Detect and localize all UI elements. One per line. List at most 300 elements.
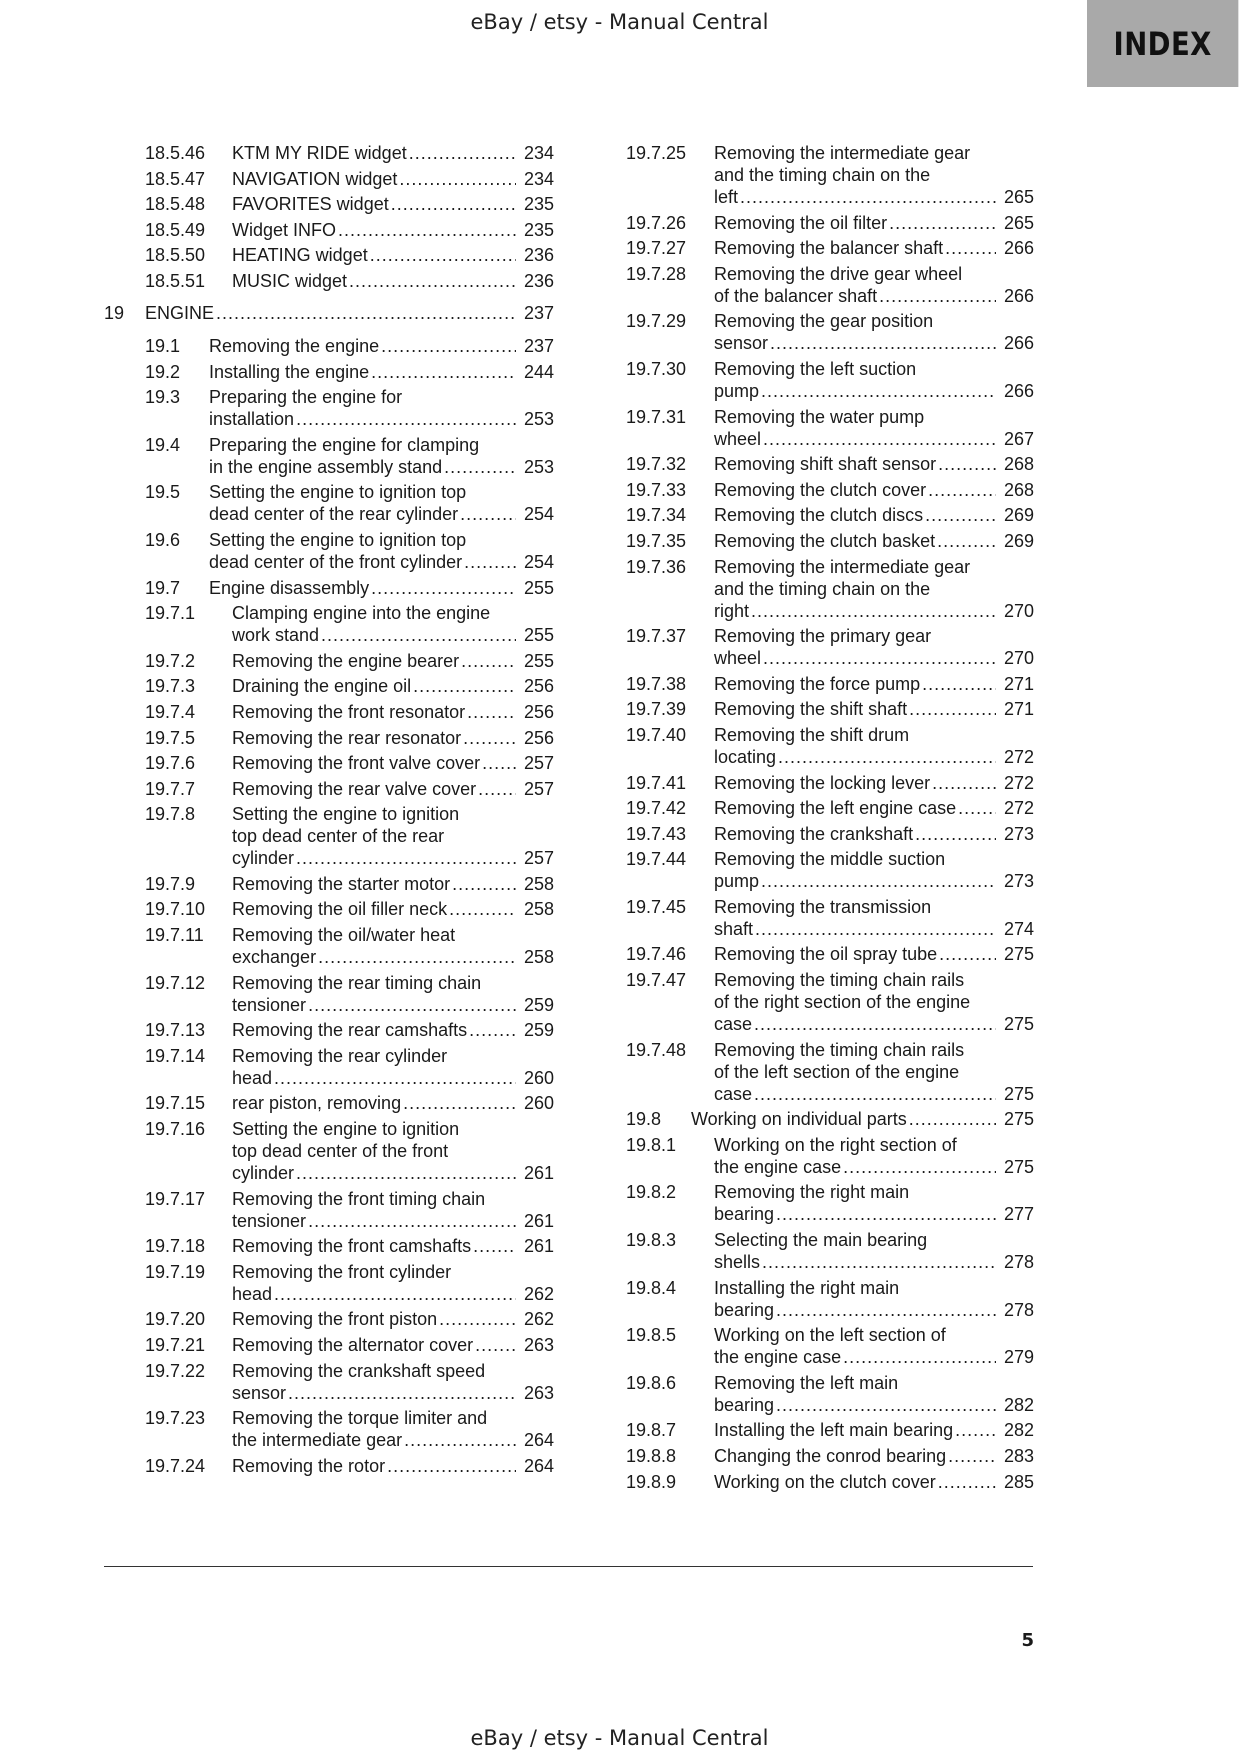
- toc-entry-title: case: [714, 1014, 753, 1035]
- toc-entry-title: bearing: [714, 1394, 775, 1415]
- toc-entry[interactable]: [104, 778, 554, 800]
- toc-entry-title: work stand: [232, 625, 320, 646]
- toc-entry-title: Working on the clutch cover: [714, 1471, 936, 1492]
- toc-entry[interactable]: [626, 673, 1034, 695]
- dot-leader: [371, 361, 516, 383]
- toc-entry-title: Changing the conrod bearing: [714, 1446, 947, 1466]
- toc-entry-title: exchanger: [232, 947, 317, 968]
- toc-entry-page: 254: [523, 504, 554, 525]
- toc-entry[interactable]: [626, 479, 1034, 501]
- toc-entry-number: 19.7.7: [145, 778, 196, 799]
- toc-entry-page: 263: [523, 1382, 554, 1403]
- toc-entry-title: Removing shift shaft sensor: [714, 454, 937, 475]
- toc-entry[interactable]: [104, 803, 554, 869]
- dot-leader: [482, 752, 516, 774]
- toc-entry-title: FAVORITES widget: [232, 194, 389, 215]
- dot-leader: [404, 1429, 516, 1451]
- toc-entry-page: 256: [523, 701, 554, 722]
- toc-entry[interactable]: [104, 1261, 554, 1305]
- toc-entry-number: 19.7.10: [145, 899, 206, 920]
- toc-entry-page: 273: [1003, 871, 1034, 892]
- dot-leader: [776, 1203, 996, 1225]
- toc-entry-page: 275: [1003, 944, 1034, 965]
- toc-entry-title: NAVIGATION widget: [232, 168, 398, 189]
- toc-entry-title-line: Removing the water pump: [714, 406, 925, 427]
- dot-leader: [274, 1283, 516, 1305]
- toc-entry-number: 19.7.14: [145, 1045, 206, 1066]
- dot-leader: [740, 186, 996, 208]
- toc-entry-page: 258: [523, 873, 554, 894]
- toc-entry-number: 19.6: [145, 529, 181, 550]
- toc-entry-title: cylinder: [232, 1163, 295, 1184]
- toc-entry-number: 19.8.8: [626, 1446, 677, 1466]
- toc-entry[interactable]: [104, 752, 554, 774]
- toc-entry-title: Removing the front valve cover: [232, 753, 481, 774]
- dot-leader: [755, 918, 996, 940]
- toc-entry-title: shaft: [714, 918, 754, 939]
- toc-entry[interactable]: [104, 1308, 554, 1330]
- toc-entry[interactable]: [104, 361, 554, 383]
- toc-entry-number: 19.7.21: [145, 1335, 206, 1355]
- toc-entry-title: Removing the rear resonator: [232, 727, 462, 748]
- toc-entry-page: 255: [523, 577, 554, 598]
- toc-entry-page: 266: [1003, 380, 1034, 401]
- toc-entry-title: HEATING widget: [232, 245, 368, 266]
- toc-entry-number: 19.7.28: [626, 263, 687, 284]
- toc-entry-title-line: Removing the gear position: [714, 311, 934, 332]
- toc-entry[interactable]: [626, 797, 1034, 819]
- toc-entry[interactable]: [626, 530, 1034, 552]
- toc-entry-number: 18.5.51: [145, 270, 206, 291]
- toc-entry-title: Removing the shift shaft: [714, 699, 908, 720]
- toc-entry[interactable]: [104, 302, 554, 324]
- toc-entry-number: 19.7.30: [626, 358, 687, 379]
- toc-entry[interactable]: [104, 727, 554, 749]
- toc-entry-number: 19.7.31: [626, 406, 687, 427]
- dot-leader: [915, 823, 996, 845]
- toc-entry[interactable]: [626, 1277, 1034, 1321]
- toc-entry-number: 19.7.2: [145, 650, 196, 671]
- toc-entry-title: Widget INFO: [232, 219, 337, 240]
- toc-entry-title: Draining the engine oil: [232, 676, 412, 697]
- toc-entry-number: 19.7.36: [626, 556, 687, 577]
- dot-leader: [338, 219, 516, 241]
- toc-entry[interactable]: [104, 1019, 554, 1041]
- toc-entry-title: of the balancer shaft: [714, 285, 878, 306]
- toc-entry-title: Removing the clutch cover: [714, 479, 927, 500]
- toc-entry[interactable]: [104, 219, 554, 241]
- dot-leader: [274, 1067, 516, 1089]
- toc-entry[interactable]: [626, 625, 1034, 669]
- toc-entry[interactable]: [626, 1134, 1034, 1178]
- toc-entry[interactable]: [104, 1334, 554, 1356]
- toc-entry[interactable]: [104, 1360, 554, 1404]
- toc-entry-title: ENGINE: [145, 302, 215, 323]
- toc-entry-title: Installing the left main bearing: [714, 1420, 954, 1441]
- dot-leader: [288, 1382, 516, 1404]
- toc-entry-title: cylinder: [232, 848, 295, 869]
- dot-leader: [371, 577, 516, 599]
- toc-entry-number: 19.3: [145, 387, 181, 408]
- toc-entry[interactable]: [104, 602, 554, 646]
- toc-entry[interactable]: [626, 310, 1034, 354]
- toc-entry-page: 253: [523, 456, 554, 477]
- toc-entry-number: 19.7.38: [626, 673, 687, 694]
- dot-leader: [391, 193, 516, 215]
- toc-entry[interactable]: [104, 1118, 554, 1184]
- toc-entry-title-line: top dead center of the front: [232, 1141, 449, 1162]
- dot-leader: [318, 946, 516, 968]
- toc-entry-page: 262: [523, 1283, 554, 1304]
- toc-entry-page: 273: [1003, 823, 1034, 844]
- toc-entry[interactable]: [104, 529, 554, 573]
- toc-entry-number: 18.5.47: [145, 168, 206, 189]
- toc-entry-title: installation: [209, 409, 295, 430]
- dot-leader: [475, 1334, 516, 1356]
- toc-entry[interactable]: [104, 335, 554, 357]
- toc-entry-title: in the engine assembly stand: [209, 456, 443, 477]
- toc-entry[interactable]: [626, 1108, 1034, 1130]
- toc-entry-page: 269: [1003, 530, 1034, 551]
- dot-leader: [778, 746, 996, 768]
- toc-entry-page: 259: [523, 1020, 554, 1041]
- toc-entry-page: 272: [1003, 798, 1034, 819]
- toc-entry-page: 272: [1003, 746, 1034, 767]
- toc-entry[interactable]: [104, 873, 554, 895]
- toc-entry-number: 19.8.7: [626, 1420, 677, 1441]
- toc-entry-title-line: Setting the engine to ignition top: [209, 529, 467, 550]
- toc-entry-number: 19.1: [145, 335, 181, 356]
- toc-entry[interactable]: [104, 481, 554, 525]
- toc-entry-number: 19.7.34: [626, 505, 687, 526]
- toc-entry-title-line: Working on the right section of: [714, 1134, 957, 1155]
- toc-entry-page: 275: [1003, 1156, 1034, 1177]
- dot-leader: [770, 332, 996, 354]
- toc-entry-number: 19.7.39: [626, 699, 687, 720]
- toc-entry[interactable]: [626, 772, 1034, 794]
- toc-entry[interactable]: [626, 969, 1034, 1035]
- dot-leader: [403, 1092, 516, 1114]
- toc-entry-title-line: Installing the right main: [714, 1277, 900, 1298]
- toc-entry-page: 261: [523, 1236, 554, 1257]
- dot-leader: [308, 1210, 516, 1232]
- dot-leader: [469, 1019, 516, 1041]
- toc-entry-page: 266: [1003, 285, 1034, 306]
- toc-entry[interactable]: [626, 212, 1034, 234]
- toc-entry-page: 263: [523, 1335, 554, 1355]
- toc-entry[interactable]: [626, 724, 1034, 768]
- toc-entry-number: 19.7.29: [626, 311, 687, 332]
- dot-leader: [464, 551, 516, 573]
- toc-entry-title: wheel: [714, 428, 762, 449]
- dot-leader: [460, 503, 516, 525]
- toc-entry[interactable]: [104, 1235, 554, 1257]
- toc-entry[interactable]: [104, 193, 554, 215]
- toc-entry[interactable]: [626, 1445, 1034, 1467]
- toc-entry-number: 19.7.19: [145, 1261, 206, 1282]
- toc-entry-title-line: Working on the left section of: [714, 1325, 946, 1346]
- toc-entry-title-line: Removing the crankshaft speed: [232, 1360, 486, 1381]
- toc-entry-title-line: Removing the transmission: [714, 896, 932, 917]
- toc-entry-title: Removing the clutch basket: [714, 530, 936, 551]
- toc-entry-title: dead center of the rear cylinder: [209, 504, 459, 525]
- toc-entry[interactable]: [104, 650, 554, 672]
- toc-entry-page: 278: [1003, 1252, 1034, 1273]
- toc-entry-number: 19.7.1: [145, 603, 196, 624]
- toc-entry-page: 260: [523, 1093, 554, 1114]
- toc-entry[interactable]: [626, 453, 1034, 475]
- toc-entry[interactable]: [626, 823, 1034, 845]
- toc-entry[interactable]: [626, 1372, 1034, 1416]
- toc-entry-page: 265: [1003, 187, 1034, 207]
- toc-entry[interactable]: [626, 1471, 1034, 1493]
- toc-entry-page: 270: [1003, 648, 1034, 669]
- dot-leader: [928, 479, 996, 501]
- dot-leader: [776, 1299, 996, 1321]
- toc-entry-title: bearing: [714, 1204, 775, 1225]
- toc-entry-number: 19.7.44: [626, 849, 687, 870]
- toc-entry-page: 236: [523, 270, 554, 291]
- index-tab[interactable]: INDEX: [1087, 0, 1238, 87]
- toc-entry-number: 18.5.48: [145, 194, 206, 215]
- toc-entry-number: 19.7.27: [626, 238, 687, 259]
- toc-entry-number: 19.7.48: [626, 1039, 687, 1060]
- toc-entry-page: 237: [523, 302, 554, 323]
- toc-entry-title: bearing: [714, 1299, 775, 1320]
- toc-entry[interactable]: [104, 577, 554, 599]
- page-number: 5: [1021, 1630, 1034, 1651]
- toc-entry-number: 19.7.9: [145, 873, 196, 894]
- toc-entry-title: Removing the balancer shaft: [714, 238, 944, 259]
- toc-entry-page: 285: [1003, 1471, 1034, 1492]
- dot-leader: [939, 943, 996, 965]
- dot-leader: [754, 1013, 996, 1035]
- dot-leader: [387, 1455, 516, 1477]
- toc-entry-number: 19.7.3: [145, 676, 196, 697]
- toc-entry[interactable]: [626, 1039, 1034, 1105]
- toc-entry[interactable]: [104, 675, 554, 697]
- toc-entry[interactable]: [626, 1181, 1034, 1225]
- dot-leader: [925, 504, 996, 526]
- toc-entry-page: 269: [1003, 505, 1034, 526]
- toc-entry[interactable]: [626, 358, 1034, 402]
- dot-leader: [473, 1235, 516, 1257]
- toc-entry[interactable]: [104, 1188, 554, 1232]
- toc-entry[interactable]: [104, 701, 554, 723]
- toc-entry-number: 19.7.11: [145, 925, 204, 946]
- toc-entry-title: Removing the rear valve cover: [232, 778, 477, 799]
- dot-leader: [751, 600, 996, 622]
- toc-entry-page: 259: [523, 994, 554, 1015]
- toc-entry-number: 19.7.41: [626, 772, 687, 793]
- toc-entry-title: case: [714, 1083, 753, 1104]
- toc-entry-number: 19.5: [145, 482, 181, 503]
- toc-entry-title: tensioner: [232, 994, 307, 1015]
- toc-entry-title-line: Removing the timing chain rails: [714, 970, 965, 991]
- dot-leader: [370, 244, 516, 266]
- toc-entry-title: Removing the front camshafts: [232, 1236, 472, 1257]
- toc-entry-number: 19.7.4: [145, 701, 196, 722]
- toc-entry[interactable]: [626, 943, 1034, 965]
- toc-entry-number: 19.7.22: [145, 1360, 206, 1381]
- toc-entry-page: 270: [1003, 600, 1034, 621]
- toc-entry-number: 19.7.18: [145, 1236, 206, 1257]
- toc-entry-number: 19.8.1: [626, 1134, 677, 1155]
- toc-entry[interactable]: [626, 1324, 1034, 1368]
- toc-entry-page: 235: [523, 219, 554, 240]
- toc-entry[interactable]: [626, 698, 1034, 720]
- toc-entry-number: 18.5.49: [145, 219, 206, 240]
- toc-entry-number: 19.8.2: [626, 1182, 677, 1203]
- toc-entry-number: 19.7.5: [145, 727, 196, 748]
- dot-leader: [909, 698, 996, 720]
- toc-entry-title: head: [232, 1283, 273, 1304]
- toc-entry-title: pump: [714, 380, 760, 401]
- toc-entry-number: 19.7.25: [626, 143, 687, 163]
- toc-entry-title-line: Removing the left suction: [714, 358, 917, 379]
- toc-entry-title: left: [714, 187, 739, 207]
- toc-entry[interactable]: [104, 1407, 554, 1451]
- toc-entry-title: tensioner: [232, 1210, 307, 1231]
- toc-entry-number: 18.5.50: [145, 245, 206, 266]
- dot-leader: [763, 428, 996, 450]
- toc-entry-number: 19.7.23: [145, 1408, 206, 1429]
- toc-entry-number: 19.8.4: [626, 1277, 677, 1298]
- toc-entry-title-line: Removing the torque limiter and: [232, 1408, 488, 1429]
- toc-entry[interactable]: [626, 142, 1034, 208]
- toc-entry[interactable]: [104, 434, 554, 478]
- toc-entry[interactable]: [104, 1455, 554, 1477]
- toc-entry-title-line: Removing the intermediate gear: [714, 143, 971, 163]
- toc-entry[interactable]: [626, 406, 1034, 450]
- toc-entry-title: Removing the oil filler neck: [232, 899, 448, 920]
- toc-entry-title: dead center of the front cylinder: [209, 551, 463, 572]
- toc-entry-page: 282: [1003, 1394, 1034, 1415]
- dot-leader: [216, 302, 516, 324]
- toc-entry-title: the engine case: [714, 1347, 842, 1368]
- toc-entry[interactable]: [626, 848, 1034, 892]
- toc-entry-number: 19.8: [626, 1109, 662, 1130]
- dot-leader: [452, 873, 516, 895]
- toc-entry-page: 235: [523, 194, 554, 215]
- toc-entry-number: 19.7.47: [626, 970, 687, 991]
- dot-leader: [308, 994, 516, 1016]
- toc-entry-page: 256: [523, 727, 554, 748]
- toc-entry-number: 18.5.46: [145, 143, 206, 163]
- toc-entry-page: 256: [523, 676, 554, 697]
- dot-leader: [409, 142, 516, 164]
- toc-entry-page: 237: [523, 335, 554, 356]
- toc-entry-page: 244: [523, 361, 554, 382]
- toc-entry-title-line: Clamping engine into the engine: [232, 603, 491, 624]
- toc-entry-page: 234: [523, 143, 554, 163]
- toc-entry-title-line: Removing the rear cylinder: [232, 1045, 448, 1066]
- toc-entry[interactable]: [626, 896, 1034, 940]
- toc-entry-title-line: Selecting the main bearing: [714, 1230, 928, 1251]
- toc-entry-title-line: Removing the drive gear wheel: [714, 263, 963, 284]
- dot-leader: [296, 847, 516, 869]
- toc-entry-title: the intermediate gear: [232, 1430, 403, 1451]
- toc-entry-title: Removing the engine: [209, 335, 380, 356]
- toc-entry-title-line: Setting the engine to ignition top: [209, 482, 467, 503]
- dot-leader: [922, 673, 996, 695]
- toc-entry[interactable]: [104, 244, 554, 266]
- toc-entry[interactable]: [104, 386, 554, 430]
- toc-entry-title: Engine disassembly: [209, 577, 370, 598]
- toc-entry[interactable]: [104, 168, 554, 190]
- toc-entry-title-line: Removing the right main: [714, 1182, 910, 1203]
- dot-leader: [754, 1083, 996, 1105]
- dot-leader: [879, 285, 996, 307]
- toc-entry[interactable]: [104, 1092, 554, 1114]
- toc-entry[interactable]: [626, 1229, 1034, 1273]
- toc-entry-title-line: Removing the front timing chain: [232, 1188, 486, 1209]
- toc-entry-page: 265: [1003, 212, 1034, 233]
- toc-entry-number: 19.7.17: [145, 1188, 206, 1209]
- toc-entry-page: 279: [1003, 1347, 1034, 1368]
- toc-entry[interactable]: [626, 556, 1034, 622]
- toc-entry-page: 255: [523, 650, 554, 671]
- toc-entry-title-line: Removing the left main: [714, 1372, 899, 1393]
- toc-entry-title: Removing the engine bearer: [232, 650, 460, 671]
- dot-leader: [938, 1471, 996, 1493]
- dot-leader: [937, 530, 996, 552]
- toc-entry-title: pump: [714, 871, 760, 892]
- toc-entry-page: 258: [523, 947, 554, 968]
- toc-entry-page: 266: [1003, 333, 1034, 354]
- toc-entry[interactable]: [626, 1419, 1034, 1441]
- toc-entry-title: sensor: [714, 333, 769, 354]
- dot-leader: [948, 1445, 996, 1467]
- toc-entry-title: Removing the rotor: [232, 1455, 386, 1476]
- dot-leader: [761, 380, 996, 402]
- toc-entry[interactable]: [104, 142, 554, 164]
- toc-entry-page: 268: [1003, 479, 1034, 500]
- toc-entry[interactable]: [104, 972, 554, 1016]
- toc-entry-title: Removing the oil spray tube: [714, 944, 938, 965]
- toc-entry-number: 19.7.6: [145, 753, 196, 774]
- toc-entry-title-line: Preparing the engine for clamping: [209, 434, 480, 455]
- dot-leader: [444, 456, 516, 478]
- toc-entry-page: 268: [1003, 454, 1034, 475]
- toc-entry-page: 267: [1003, 428, 1034, 449]
- toc-entry-title: Removing the front resonator: [232, 701, 466, 722]
- toc-entry[interactable]: [626, 237, 1034, 259]
- dot-leader: [932, 772, 996, 794]
- toc-entry-title-line: Removing the shift drum: [714, 724, 910, 745]
- toc-entry[interactable]: [626, 504, 1034, 526]
- toc-entry-title-line: of the left section of the engine: [714, 1061, 960, 1082]
- toc-entry[interactable]: [104, 1045, 554, 1089]
- toc-entry-page: 264: [523, 1455, 554, 1476]
- toc-entry-title-line: top dead center of the rear: [232, 826, 445, 847]
- toc-entry[interactable]: [104, 270, 554, 292]
- toc-entry-page: 274: [1003, 918, 1034, 939]
- toc-entry[interactable]: [104, 898, 554, 920]
- dot-leader: [461, 650, 516, 672]
- toc-entry-title: the engine case: [714, 1156, 842, 1177]
- toc-entry-number: 19.8.3: [626, 1230, 677, 1251]
- toc-entry[interactable]: [626, 263, 1034, 307]
- toc-entry-title: Removing the locking lever: [714, 772, 931, 793]
- toc-entry-page: 260: [523, 1067, 554, 1088]
- dot-leader: [761, 870, 996, 892]
- toc-entry[interactable]: [104, 924, 554, 968]
- toc-entry-title: KTM MY RIDE widget: [232, 143, 407, 163]
- toc-entry-page: 254: [523, 551, 554, 572]
- dot-leader: [843, 1346, 996, 1368]
- toc-entry-title: Working on individual parts: [691, 1109, 907, 1130]
